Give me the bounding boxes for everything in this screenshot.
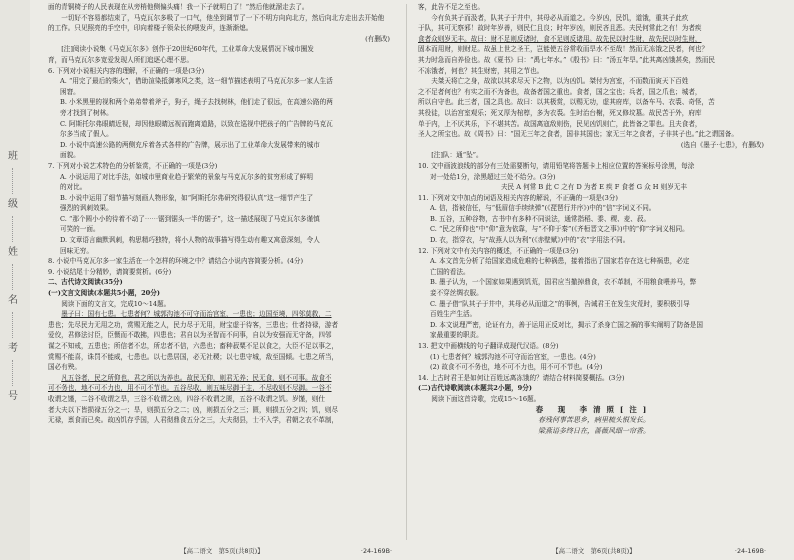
text-line: 单于内，上不厌其乐，下不堪其苦。故国离寇敌则伤，民见凶饥则亡，此皆备之罪也。且夫食者， bbox=[418, 119, 702, 128]
binding-label-grade: 级 bbox=[8, 199, 18, 210]
text-line: 的对比。 bbox=[60, 183, 87, 192]
footer-page-label: 【高二语文 第5页(共8页)】 bbox=[180, 547, 264, 555]
binding-dots bbox=[12, 168, 14, 194]
text-line: 收谓之馑，二谷不收谓之旱，三谷不收谓之凶，四谷不收谓之匮，五谷不收谓之饥。岁馑，则仕 bbox=[48, 394, 325, 403]
text-line: D. 文章语言幽默讽刺，构思精巧独特，将小人物的故事描写得生动有趣又寓意深刻，令人 bbox=[60, 236, 320, 245]
footer-code: ·24-169B· bbox=[360, 547, 392, 555]
text-line: 梁燕语多终日在，蔷薇风细一帘香。 bbox=[538, 426, 650, 435]
binding-dots bbox=[12, 264, 14, 290]
page-footer-right bbox=[418, 545, 770, 557]
text-line: 爱佼，君修法讨臣，臣慑而不敢拂，四患也；君自以为圣智而不问事，自以为安强而无守备，四邻 bbox=[48, 331, 332, 340]
text-line: 困窘。 bbox=[60, 87, 80, 96]
text-line: 14. 上古时君王是如何让百姓远离冻饿的？请结合材料简要概括。(3分) bbox=[418, 373, 625, 382]
text-line: [注]队：通“坠”。 bbox=[431, 151, 483, 160]
text-line: A. “用完了最后的柴火”，借助渲染抵御寒风之类，这一细节描述表明了马克瓦尔多一家人生活 bbox=[60, 77, 333, 86]
text-line: (一)文言文阅读(本题共5小题，20分) bbox=[48, 289, 160, 298]
text-line: D. 衣，指穿衣，与“故燕人以为利”(《赤壁赋》)中的“衣”字用法不同。 bbox=[430, 236, 630, 245]
text-line: B. 墨子认为，一个国家如果遇到饥荒，国君应当撤掉鼎食，衣不革制，不用粮食喂养马，弊 bbox=[430, 278, 697, 287]
text-line: 回味无穷。 bbox=[60, 246, 93, 255]
text-line: 国必有殃。 bbox=[48, 363, 81, 372]
text-line: B. 五谷，五种谷物，古书中有多种不同说法，通常指稻、黍、稷、麦、菽。 bbox=[430, 214, 651, 223]
text-line: B. 小说中运用了细节描写刻画人物形象，如“阿斯托尔弗研究得很认真”这一细节产生了 bbox=[60, 193, 314, 202]
binding-label-exam: 考 bbox=[8, 343, 18, 354]
binding-label-class: 班 bbox=[8, 151, 18, 162]
text-line: 其役徒，以治宫室观乐；死又厚为棺椁，多为衣裘。生时治台榭，死又修坟墓。故民苦于外，府库 bbox=[418, 108, 702, 117]
text-line: 面的青铜椅子的人民表现在从旁梢他侧偏头痛！我一下子就明白了！”然后他就溜走去了。 bbox=[48, 3, 309, 11]
page-footer-left bbox=[48, 545, 396, 557]
text-line: A. 小说运用了对比手法，如城市里商业趋于繁荣的景象与马克瓦尔多的贫穷形成了鲜明 bbox=[60, 172, 313, 181]
text-line: 其力时急而自养俭也。故《夏书》曰：“禹七年水。”《殷书》曰：“汤五年旱。”此其离凶饿甚矣，然而民 bbox=[418, 55, 716, 64]
text-line: 10. 文中画波浪线的部分有三处需要断句，请用铅笔将答题卡上相应位置的答案标号涂黑，每涂 bbox=[418, 161, 695, 170]
text-line: 7. 下列对小说艺术特色的分析鉴赏，不正确的一项是(3分) bbox=[48, 161, 218, 170]
text-line: 6. 下列对小说相关内容的理解，不正确的一项是(3分) bbox=[48, 66, 205, 75]
text-line: 无禄，禀食而已矣。故凶饥存乎国，人君彻鼎食五分之三，大夫彻县，士不入学，君朝之衣不革制， bbox=[48, 416, 339, 425]
text-line: C. “那个圆小小的待着不动了⋯⋯锯到锯头一半的锯子”，这一描述展现了马克瓦尔多谨慎 bbox=[60, 214, 320, 223]
text-line: 阅读下面这首诗歌，完成15～16题。 bbox=[431, 394, 541, 403]
text-line: 圣人之所宝也。故《周书》曰：“国无三年之食者，国非其国也；家无三年之食者，子非其子也。”此之谓国备。 bbox=[418, 130, 738, 139]
text-line: D. 本文说理严密，论证有力，善于运用正反对比，揭示了杀身亡国之祸的事实阐明了防备是国 bbox=[430, 320, 703, 329]
exam-page-left bbox=[48, 2, 396, 542]
text-line: (1) 七患者何？城郭沟池不可守而治宫室，一患也。(4分) bbox=[430, 352, 596, 361]
text-line: 的工作。只见照亮的手空中，印向着楼子领朵长的喂发声，连渐渐熄。 bbox=[48, 24, 253, 33]
text-line: 阅读下面的文言文，完成10～14题。 bbox=[61, 299, 171, 308]
text-line: 家最重要的职责。 bbox=[430, 331, 483, 340]
exam-page-right bbox=[418, 2, 770, 542]
page-divider bbox=[406, 4, 407, 540]
text-line: 今有负其子而汲者，队其子于井中，其母必从而道之。今岁凶，民饥，道饿，重其子此疚 bbox=[431, 13, 689, 22]
text-line: 尔多当成了假人。 bbox=[60, 130, 113, 139]
text-line: 夫民 A 何常 B 此 C 之有 D 为者 E 疾 F 食者 G 众 H 则岁无丰 bbox=[501, 183, 687, 192]
text-line: 亡国的看法。 bbox=[430, 267, 470, 276]
text-line: 夫桀天将亡之身，故欲以其求尽天下之物，以为凶饥。桀付为宫室，不而数而寅天下百姓 bbox=[431, 77, 689, 86]
text-line: 可不务也，地不可不力也，用不可不节也。五谷尽收，则五味尽御于主，不尽收则不尽御。一谷不 bbox=[48, 384, 332, 393]
text-line: A. 本文首先分析了给国家造成危难的七种祸患，接着指出了国家若存在这七种祸患，必定 bbox=[430, 257, 690, 266]
text-line: 客，此告不足之至也。 bbox=[418, 3, 484, 11]
binding-margin bbox=[0, 0, 30, 560]
text-line: C. 阿斯托尔弗眼睛近视，却因他眼睛远视而跑离道路，以致在巡视中把孩子的广告牌的马克瓦 bbox=[60, 119, 333, 128]
text-line: 育，而马克瓦尔多宽爱发现人所们追逐心理不思。 bbox=[48, 55, 194, 64]
text-line: D. 小说中高速公路的两侧充斥着各式各样的广告牌，展示出了工业革命大发展带来的城市 bbox=[60, 140, 320, 149]
text-line: 可笑的一面。 bbox=[60, 225, 100, 234]
text-line: 凡五谷者，民之所仰也，君之所以为养也。故民无仰，则君无养；民无食，则不可事。故食不 bbox=[61, 373, 332, 382]
text-line: 之不足者何也？有实之而不为备也，故备者国之重也。食者，国之宝也；兵者，国之爪也；城者， bbox=[418, 87, 702, 96]
text-line: 11. 下列对文中加点的词语及相关内容的解说，不正确的一项是(3分) bbox=[418, 193, 618, 202]
text-line: 一切好不容易都结束了，马克瓦尔多吸了一口气，他坐到调节了一下不明方向向北方，然后向北方走出去开始他 bbox=[61, 13, 385, 22]
text-line: 妾不穿丝绸衣服。 bbox=[430, 289, 483, 298]
text-line: 所以自守也。此三者，国之具也。故曰：以其极赏，以赐无功，虚其府库，以备车马、衣裘、奇怪，苦 bbox=[418, 98, 715, 107]
text-line: 强烈的讽刺效果。 bbox=[60, 204, 113, 213]
text-line: 9. 小说结尾十分精妙，请简要赏析。(6分) bbox=[48, 267, 172, 276]
text-line: (二)古代诗歌阅读(本题共2小题，9分) bbox=[418, 384, 532, 393]
binding-dots bbox=[12, 312, 14, 338]
text-line: C. 墨子借“队其子于井中，其母必从而道之”的事例，告诫君王在发生灾荒时，要积极引导 bbox=[430, 299, 690, 308]
footer-code: ·24-169B· bbox=[734, 547, 766, 555]
text-line: 不冻饿者，何也？其生财密，其用之节也。 bbox=[418, 66, 544, 75]
text-line: 食者众则岁无丰。故曰：财不足则反诸时，食不足则反诸用。故先民以时生财，故先民以时生财， bbox=[418, 34, 702, 43]
text-line: 固本而用财，则财足。故虽上世之圣王，岂能使五谷常收而旱水不至哉！然而无冻饿之民者，何也？ bbox=[418, 45, 709, 54]
text-line: 面貌。 bbox=[60, 151, 80, 160]
text-line: 二、古代诗文阅读(35分) bbox=[48, 278, 123, 287]
text-line: C. “民之所仰也”中“仰”意为依靠，与“不仰于秦”(《齐桓晋文之事》)中的“仰”字词义相同。 bbox=[430, 225, 689, 234]
text-line: 者大夫以下皆损禄五分之一；旱，则损五分之二；凶，则损五分之三；匮，则损五分之四；饥，则尽 bbox=[48, 405, 339, 414]
text-line: 对一处给1分，涂黑超过三处不给分。(3分) bbox=[430, 172, 556, 181]
text-line: (2) 故食不可不务也，地不可不力也，用不可不节也。(4分) bbox=[430, 363, 603, 372]
text-line: 春残何事苦思乡，病里梳头恨发长。 bbox=[538, 416, 650, 425]
text-line: (选自《墨子·七患》，有删改) bbox=[680, 140, 764, 149]
text-line: 患也；先尽民力无用之功，赏赐无能之人，民力尽于无用，财宝虚于待客，三患也；仕者持禄，游者 bbox=[48, 320, 339, 329]
text-line: 13. 把文中画横线的句子翻译成现代汉语。(8分) bbox=[418, 342, 559, 350]
text-line: 百姓生产生活。 bbox=[430, 310, 477, 319]
text-line: A. 信，指被信任，与“低眉信手续续弹”(《琵琶行并序》)中的“信”字词义不同。 bbox=[430, 204, 656, 213]
text-line: 春 现 李清照[注] bbox=[535, 404, 653, 414]
text-line: (有删改) bbox=[365, 34, 390, 43]
binding-label-name: 名 bbox=[8, 295, 18, 306]
binding-label-surname: 姓 bbox=[8, 247, 18, 258]
binding-dots bbox=[12, 360, 14, 386]
footer-page-label: 【高二语文 第6页(共8页)】 bbox=[552, 547, 636, 555]
text-line: 于队，其可无察邪！故时年岁善，则民仁且良；时年岁凶，则民吝且恶。夫民何常此之有！为者疾 bbox=[418, 24, 702, 33]
text-line: 谋之不知戒，五患也；所信者不忠，所忠者不信，六患也；畜种菽粟不足以食之，大臣不足以事之， bbox=[48, 342, 339, 350]
text-line: 赏赐不能喜，诛罚不能威，七患也。以七患居国，必无社稷；以七患守城，敌至国倾。七患之所当， bbox=[48, 352, 339, 361]
binding-label-number: 号 bbox=[8, 391, 18, 402]
text-line: 12. 下列对文中有关内容的概述，不正确的一项是(3分) bbox=[418, 246, 579, 255]
text-line: B. 小米黑里的视和两个弟弟带着斧子，狗子，绳子去找树林，他们走了很远，在高速公路的两 bbox=[60, 98, 333, 107]
text-line: [注]阅读小说集《马克瓦尔多》创作于20世纪60年代，工业革命大发展情况下城市圈发 bbox=[61, 45, 314, 54]
text-line: 墨子曰：国有七患。七患者何？城郭沟池不可守而治宫室，一患也；边国至境，四邻莫救，二 bbox=[61, 310, 332, 319]
binding-dots bbox=[12, 216, 14, 242]
text-line: 旁才找到了树林。 bbox=[60, 108, 113, 117]
text-line: 8. 小说中马克瓦尔多一家生活在一个怎样的环境之中？请结合小说内容简要分析。(4分) bbox=[48, 257, 304, 266]
